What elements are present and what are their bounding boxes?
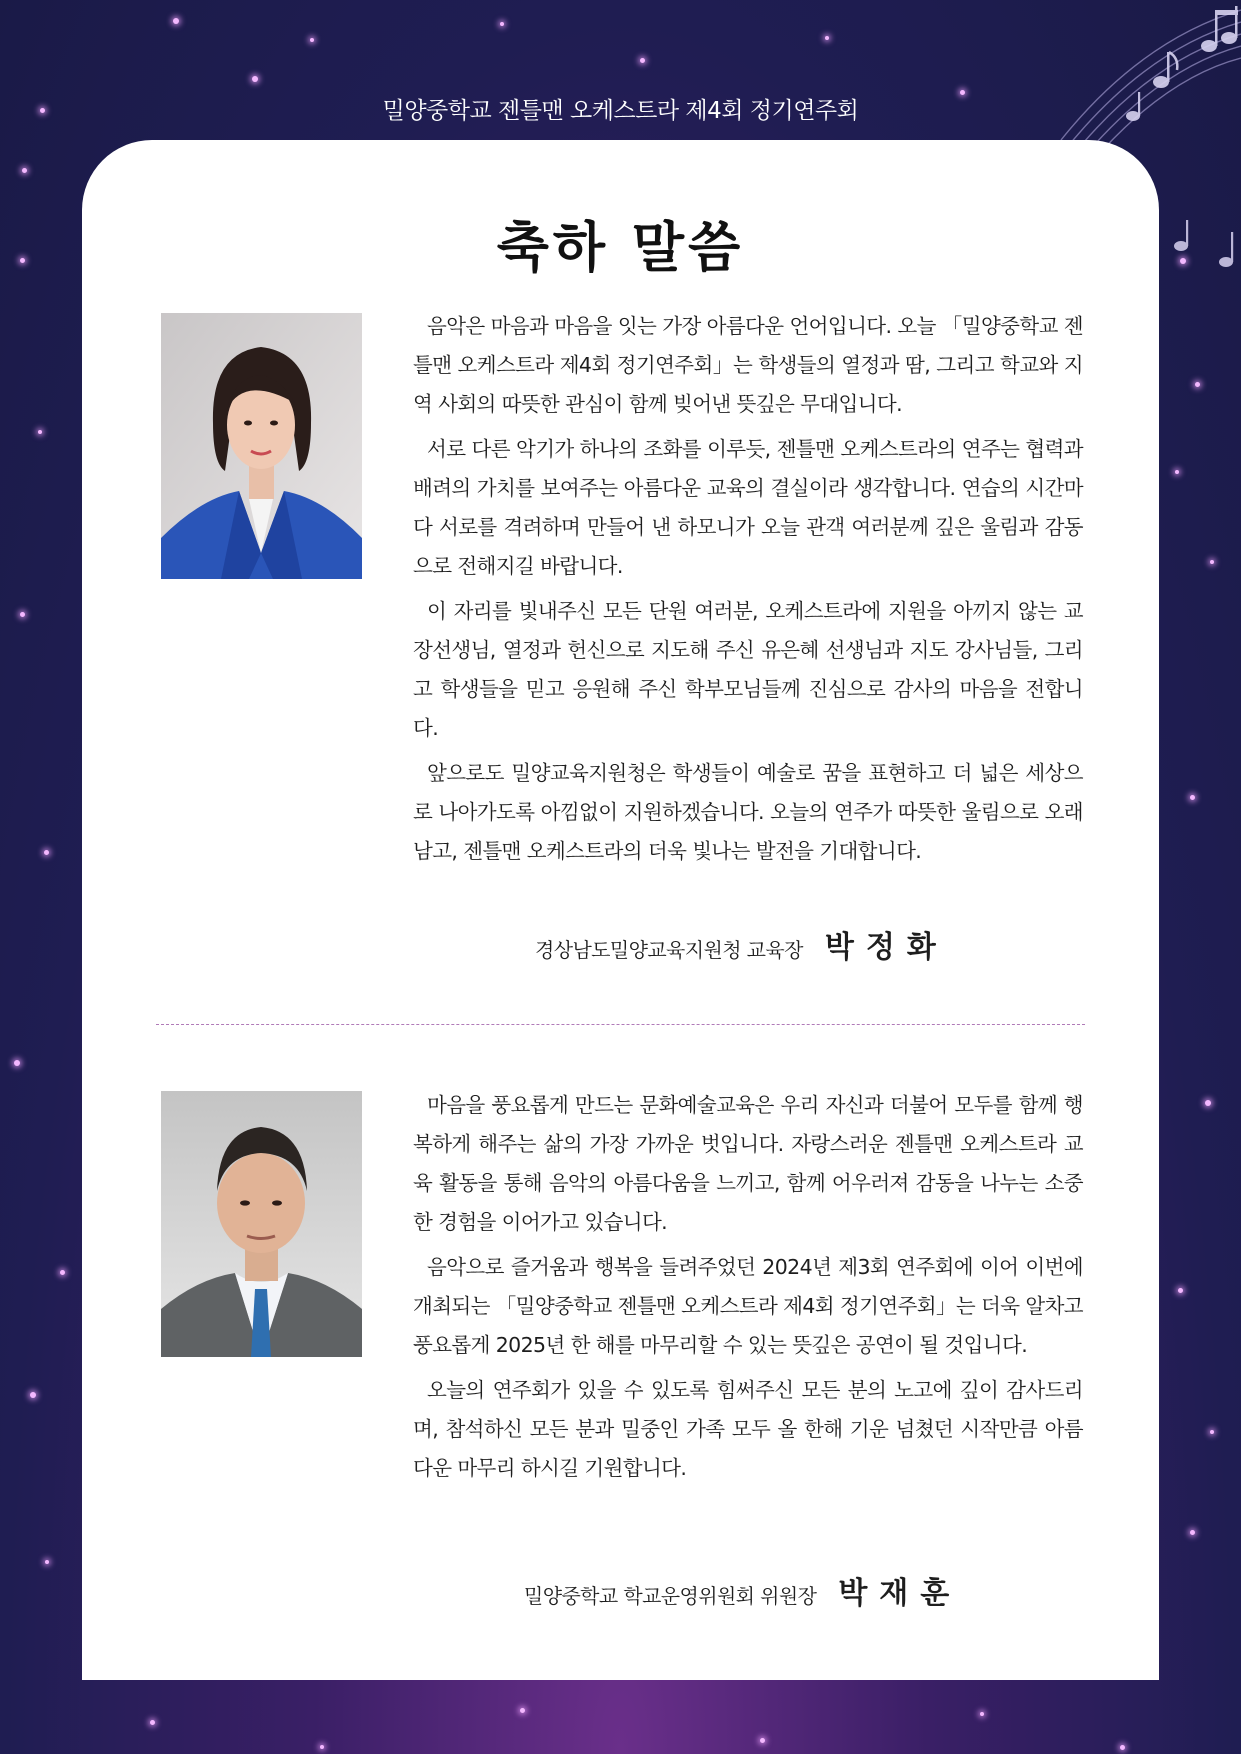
message-1	[413, 307, 1083, 877]
page-title: 축하 말씀	[496, 216, 745, 279]
message-2-paragraph: 음악으로 즐거움과 행복을 들려주었던 2024년 제3회 연주회에 이어 이번에 개최되는 「밀양중학교 젠틀맨 오케스트라 제4회 정기연주회」는 더욱 알차고 풍요롭게 2025년 한 해를 마무리할 수 있는 뜻깊은 공연이 될 것입니다.	[413, 1255, 1083, 1357]
signature-1-org: 경상남도밀양교육지원청 교육장	[535, 938, 803, 962]
signature-1-name: 박정화	[824, 930, 948, 965]
signature-1	[535, 922, 948, 966]
message-2	[413, 1086, 1083, 1494]
concert-title: 밀양중학교 젠틀맨 오케스트라 제4회 정기연주회	[382, 98, 859, 124]
message-1-paragraph: 서로 다른 악기가 하나의 조화를 이루듯, 젠틀맨 오케스트라의 연주는 협력과 배려의 가치를 보여주는 아름다운 교육의 결실이라 생각합니다. 연습의 시간마다 서로를 격려하며 만들어 낸 하모니가 오늘 관객 여러분께 깊은 울림과 감동으로 전해지길 바랍니다.	[413, 437, 1083, 578]
portrait-photo-1	[161, 313, 362, 579]
signature-2-name: 박재훈	[838, 1576, 962, 1611]
message-1-paragraph: 이 자리를 빛내주신 모든 단원 여러분, 오케스트라에 지원을 아끼지 않는 교장선생님, 열정과 헌신으로 지도해 주신 유은혜 선생님과 지도 강사님들, 그리고 학생들을 믿고 응원해 주신 학부모님들께 진심으로 감사의 마음을 전합니다.	[413, 599, 1083, 740]
message-2-paragraph: 마음을 풍요롭게 만드는 문화예술교육은 우리 자신과 더불어 모두를 함께 행복하게 해주는 삶의 가장 가까운 벗입니다. 자랑스러운 젠틀맨 오케스트라 교육 활동을 통해 음악의 아름다움을 느끼고, 함께 어우러져 감동을 나누는 소중한 경험을 이어가고 있습니다.	[413, 1093, 1083, 1234]
message-1-paragraph: 앞으로도 밀양교육지원청은 학생들이 예술로 꿈을 표현하고 더 넓은 세상으로 나아가도록 아낌없이 지원하겠습니다. 오늘의 연주가 따뜻한 울림으로 오래 남고, 젠틀맨 오케스트라의 더욱 빛나는 발전을 기대합니다.	[413, 761, 1083, 863]
signature-2	[524, 1568, 961, 1612]
signature-2-org: 밀양중학교 학교운영위원회 위원장	[524, 1584, 817, 1608]
section-divider	[156, 1024, 1085, 1025]
person-portrait-woman-icon	[161, 313, 362, 579]
person-portrait-man-icon	[161, 1091, 362, 1357]
message-2-paragraph: 오늘의 연주회가 있을 수 있도록 힘써주신 모든 분의 노고에 깊이 감사드리며, 참석하신 모든 분과 밀중인 가족 모두 올 한해 기운 넘쳤던 시작만큼 아름다운 마무리 하시길 기원합니다.	[413, 1378, 1083, 1480]
portrait-photo-2	[161, 1091, 362, 1357]
message-1-paragraph: 음악은 마음과 마음을 잇는 가장 아름다운 언어입니다. 오늘 「밀양중학교 젠틀맨 오케스트라 제4회 정기연주회」는 학생들의 열정과 땀, 그리고 학교와 지역 사회의 따뜻한 관심이 함께 빚어낸 뜻깊은 무대입니다.	[413, 314, 1083, 416]
